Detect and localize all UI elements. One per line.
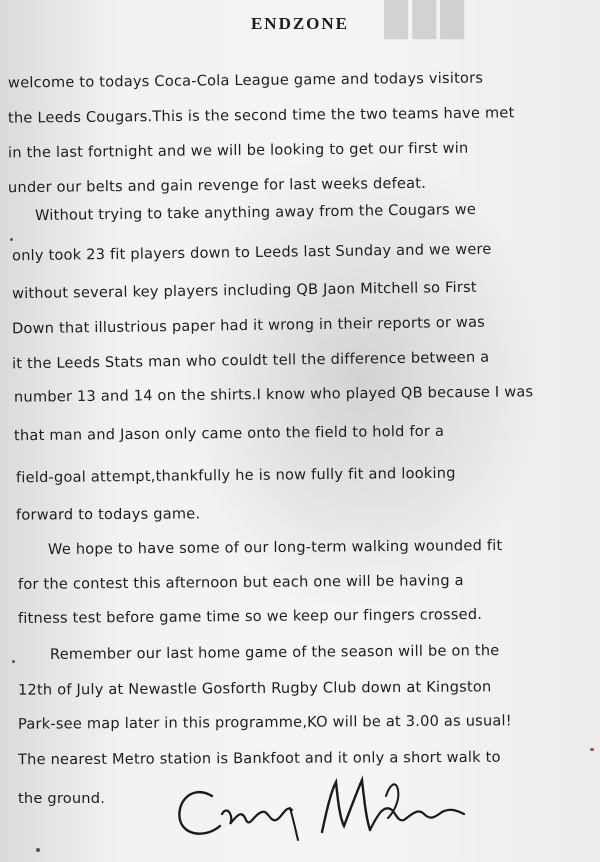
text-line: only took 23 fit players down to Leeds last Sunday and we were — [11, 240, 492, 265]
scan-speck — [590, 748, 594, 751]
text-line: welcome to todays Coca-Cola League game and todays visitors — [7, 69, 484, 92]
page-title: ENDZONE — [250, 14, 350, 33]
text-line: that man and Jason only came onto the field to hold for a — [13, 422, 445, 445]
text-line: it the Leeds Stats man who couldt tell the difference between a — [11, 348, 490, 373]
text-line: under our belts and gain revenge for last weeks defeat. — [7, 174, 427, 197]
text-line: 12th of July at Newastle Gosforth Rugby Club down at Kingston — [17, 678, 492, 699]
text-line: for the contest this afternoon but each one will be having a — [17, 572, 464, 593]
text-line: forward to todays game. — [15, 505, 201, 524]
text-line: Park-see map later in this programme,KO will be at 3.00 as usual! — [17, 712, 512, 733]
text-line: without several key players including QB Jaon Mitchell so First — [11, 278, 477, 303]
scan-speck — [36, 848, 40, 852]
text-line: Without trying to take anything away from the Cougars we — [34, 200, 477, 225]
bleed-through-marks: ███ — [380, 0, 465, 37]
text-line: fitness test before game time so we keep our fingers crossed. — [17, 605, 483, 628]
text-line: in the last fortnight and we will be looking to get our first win — [7, 139, 469, 162]
text-line: The nearest Metro station is Bankfoot and it only a short walk to — [17, 748, 501, 769]
text-line: the ground. — [18, 790, 106, 807]
text-line: We hope to have some of our long-term walking wounded fit — [47, 537, 503, 558]
text-line: Remember our last home game of the season will be on the — [49, 642, 500, 663]
handwritten-signature — [172, 774, 472, 846]
text-line: field-goal attempt,thankfully he is now fully fit and looking — [15, 464, 456, 487]
text-line: number 13 and 14 on the shirts.I know who played QB because I was — [13, 383, 534, 406]
scan-speck — [12, 660, 15, 663]
text-line: the Leeds Cougars.This is the second time the two teams have met — [7, 104, 515, 127]
text-line: Down that illustrious paper had it wrong in their reports or was — [11, 313, 486, 338]
scan-speck — [10, 238, 13, 241]
